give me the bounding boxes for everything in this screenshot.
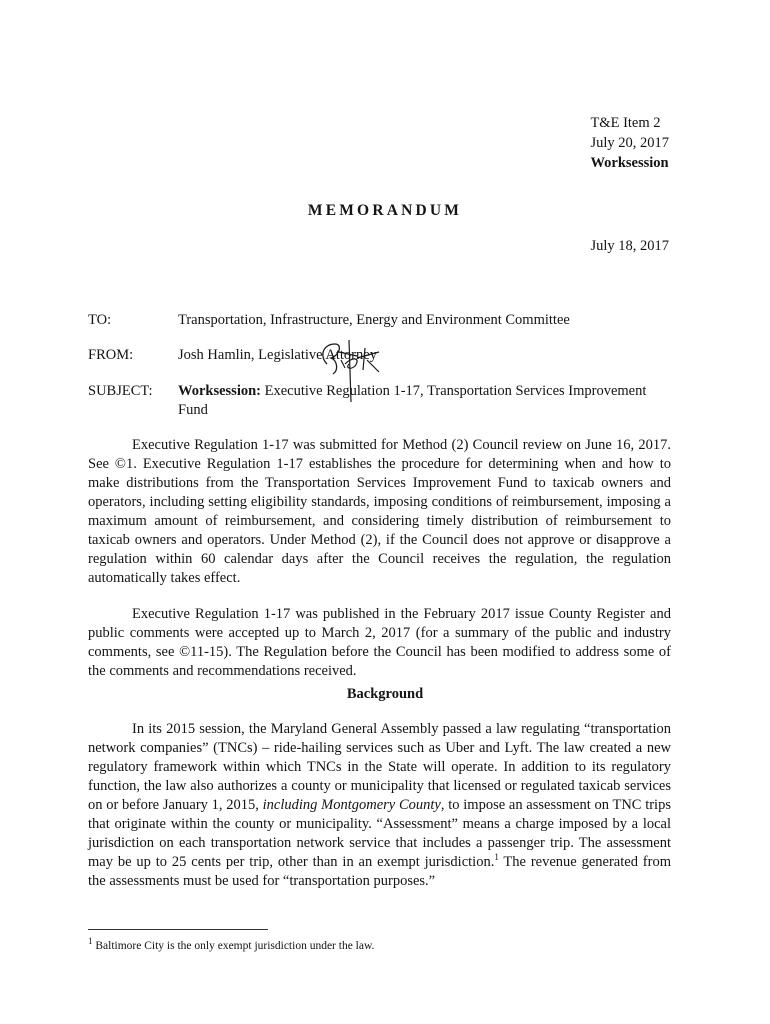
footnote-text: Baltimore City is the only exempt jurisdiction under the law. [92,940,375,952]
memo-date: July 18, 2017 [590,238,669,254]
subject-label: SUBJECT: [88,383,153,399]
background-text-1: In its 2015 session, the Maryland General Assembly passed a law regulating “transportation network companies” (TNCs) – ride-hailing services such as Uber and Lyft. The law created a new regulatory framework within which TNCs in the State will operate. In addition to its regulatory function, the law also authorizes a county or municipality that licensed or regulated taxicab services on or before January 1, 2015, [88,721,671,813]
footnote-divider [88,929,268,930]
background-text-2: , to impose an assessment on TNC trips that originate within the county or municipality. “Assessment” means a charge imposed by a local jurisdiction on each transportation network service that includes a passenger trip. The assessment may be up to 25 cents per trip, other than in an exempt jurisdiction. [88,797,671,870]
to-value: Transportation, Infrastructure, Energy and Environment Committee [178,312,570,328]
paragraph-background [88,720,671,891]
footnote-number: 1 [88,936,93,947]
from-value: Josh Hamlin, Legislative Attorney [178,347,377,363]
subject-text: Executive Regulation 1-17, Transportation Services Improvement Fund [178,383,647,418]
footnote-ref: 1 [494,852,499,863]
footnote [88,936,375,953]
session-type: Worksession [590,155,669,171]
memo-title: MEMORANDUM [307,202,463,219]
subject-prefix: Worksession: [178,383,261,399]
background-text-3: The revenue generated from the assessments must be used for “transportation purposes.” [88,854,671,889]
background-heading: Background [346,686,424,702]
background-italic: including Montgomery County [262,797,441,813]
subject-value [178,382,678,420]
header-block [590,113,669,173]
paragraph-publication: Executive Regulation 1-17 was published in the February 2017 issue County Register and public comments were accepted up to March 2, 2017 (for a summary of the public and industry comments, see ©11-15). The Regulation before the Council has been modified to address some of the comments and recommendations received. [88,606,671,679]
item-number: T&E Item 2 [590,115,661,131]
signature-initials [305,330,415,405]
to-label: TO: [88,312,112,328]
paragraph-intro: Executive Regulation 1-17 was submitted for Method (2) Council review on June 16, 2017. See ©1. Executive Regulation 1-17 establishes the procedure for determining when and how to make distributions from the Transportation Services Improvement Fund to taxicab owners and operators, including setting eligibility standards, imposing conditions of reimbursement, imposing a maximum amount of reimbursement, and considering timely distribution of reimbursement to taxicab owners and operators. Under Method (2), if the Council does not approve or disapprove a regulation within 60 calendar days after the Council receives the regulation, the regulation automatically takes effect. [88,437,671,586]
meeting-date: July 20, 2017 [590,135,669,151]
from-label: FROM: [88,347,134,363]
